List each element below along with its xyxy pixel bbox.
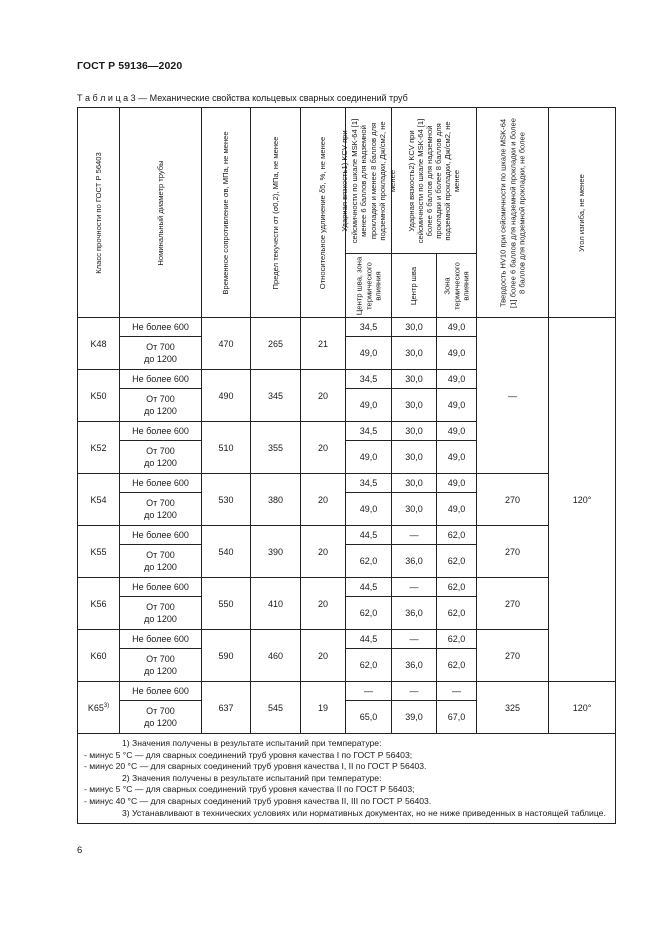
- note-line: - минус 5 °С — для сварных соединений труб уровня качества I по ГОСТ Р 56403;: [84, 749, 413, 760]
- tensile-cell: 510: [202, 422, 251, 474]
- hardness-cell: 325: [477, 682, 549, 734]
- elongation-cell: 20: [301, 578, 346, 630]
- tensile-cell: 490: [202, 370, 251, 422]
- kcv1-cell: 34,5: [346, 370, 392, 389]
- header-tensile: Временное сопротивление σв, МПа, не менее: [202, 108, 251, 318]
- diameter-cell: От 700 до 1200: [120, 493, 202, 526]
- note-line: - минус 40 °С — для сварных соединений труб уровня качества II, III по ГОСТ Р 56403.: [84, 795, 432, 806]
- kcv2-center-cell: 30,0: [392, 422, 437, 441]
- kcv2-center-cell: 36,0: [392, 649, 437, 682]
- kcv1-cell: —: [346, 682, 392, 701]
- class-cell: K48: [78, 318, 120, 370]
- kcv1-cell: 62,0: [346, 649, 392, 682]
- diameter-cell: Не более 600: [120, 578, 202, 597]
- kcv2-haz-cell: 62,0: [437, 578, 477, 597]
- elongation-cell: 20: [301, 370, 346, 422]
- header-impact1-sub: Центр шва, зона термического влияния: [346, 254, 392, 318]
- yield-cell: 460: [251, 630, 301, 682]
- elongation-cell: 21: [301, 318, 346, 370]
- class-cell: K56: [78, 578, 120, 630]
- yield-cell: 265: [251, 318, 301, 370]
- kcv2-haz-cell: 62,0: [437, 545, 477, 578]
- kcv2-haz-cell: 49,0: [437, 493, 477, 526]
- header-impact1-group: Ударная вязкость1) KCV при сейсмичности по шкале MSK-64 [1] менее 6 баллов для надземной прокладки и менее 8 баллов для подземной прокладки, Дж/см2, не менее: [346, 108, 392, 254]
- yield-cell: 390: [251, 526, 301, 578]
- kcv2-haz-cell: 49,0: [437, 474, 477, 493]
- kcv2-center-cell: 39,0: [392, 701, 437, 734]
- kcv1-cell: 49,0: [346, 441, 392, 474]
- page-number: 6: [77, 845, 83, 856]
- kcv2-haz-cell: 62,0: [437, 597, 477, 630]
- header-impact2-center: Центр шва: [392, 254, 437, 318]
- kcv1-cell: 49,0: [346, 337, 392, 370]
- diameter-cell: Не более 600: [120, 630, 202, 649]
- kcv1-cell: 34,5: [346, 474, 392, 493]
- tensile-cell: 540: [202, 526, 251, 578]
- footnote-marker: 3): [103, 702, 110, 709]
- yield-cell: 345: [251, 370, 301, 422]
- diameter-cell: От 700 до 1200: [120, 649, 202, 682]
- diameter-cell: Не более 600: [120, 526, 202, 545]
- kcv2-haz-cell: 49,0: [437, 441, 477, 474]
- kcv2-haz-cell: 49,0: [437, 422, 477, 441]
- hardness-cell: —: [477, 318, 549, 474]
- hardness-cell: 270: [477, 630, 549, 682]
- diameter-cell: Не более 600: [120, 474, 202, 493]
- notes-row: [78, 734, 616, 824]
- kcv1-cell: 49,0: [346, 389, 392, 422]
- yield-cell: 355: [251, 422, 301, 474]
- diameter-cell: От 700 до 1200: [120, 441, 202, 474]
- yield-cell: 410: [251, 578, 301, 630]
- diameter-cell: От 700 до 1200: [120, 545, 202, 578]
- kcv2-center-cell: 30,0: [392, 337, 437, 370]
- diameter-cell: Не более 600: [120, 682, 202, 701]
- tensile-cell: 637: [202, 682, 251, 734]
- kcv1-cell: 65,0: [346, 701, 392, 734]
- header-elongation: Относительное удлинение δ5, %, не менее: [301, 108, 346, 318]
- tensile-cell: 590: [202, 630, 251, 682]
- kcv2-haz-cell: 62,0: [437, 526, 477, 545]
- elongation-cell: 19: [301, 682, 346, 734]
- note-line: 3) Устанавливают в технических условиях или нормативных документах, но не ниже приведенных в настоящей таблице.: [122, 807, 606, 818]
- bend-cell: 120°: [549, 318, 616, 682]
- kcv2-haz-cell: 62,0: [437, 630, 477, 649]
- hardness-cell: 270: [477, 526, 549, 578]
- elongation-cell: 20: [301, 474, 346, 526]
- kcv2-center-cell: 30,0: [392, 493, 437, 526]
- table-row: [78, 630, 616, 649]
- class-cell: K52: [78, 422, 120, 474]
- diameter-cell: От 700 до 1200: [120, 597, 202, 630]
- bend-cell: 120°: [549, 682, 616, 734]
- kcv1-cell: 62,0: [346, 545, 392, 578]
- header-diameter: Номинальный диаметр трубы: [120, 108, 202, 318]
- kcv2-haz-cell: 49,0: [437, 370, 477, 389]
- hardness-cell: 270: [477, 474, 549, 526]
- elongation-cell: 20: [301, 422, 346, 474]
- kcv2-center-cell: 36,0: [392, 597, 437, 630]
- class-cell: K55: [78, 526, 120, 578]
- kcv2-haz-cell: 49,0: [437, 389, 477, 422]
- header-yield: Предел текучести σт (σ0,2), МПа, не менее: [251, 108, 301, 318]
- header-strength-class: Класс прочности по ГОСТ Р 56403: [78, 108, 120, 318]
- kcv1-cell: 44,5: [346, 578, 392, 597]
- document-header: ГОСТ Р 59136—2020: [77, 60, 183, 72]
- tensile-cell: 530: [202, 474, 251, 526]
- kcv2-center-cell: —: [392, 682, 437, 701]
- kcv2-center-cell: 30,0: [392, 318, 437, 337]
- kcv2-haz-cell: 67,0: [437, 701, 477, 734]
- note-line: - минус 5 °С — для сварных соединений труб уровня качества II по ГОСТ Р 56403;: [84, 784, 415, 795]
- kcv1-cell: 44,5: [346, 630, 392, 649]
- table-caption: Т а б л и ц а 3 — Механические свойства кольцевых сварных соединений труб: [77, 93, 408, 103]
- header-impact2-group: Ударная вязкость2) KCV при сейсмичности по шкале MSK-64 [1] более 6 баллов для надземной прокладки и более 8 баллов для подземной прокладки, Дж/см2, не менее: [392, 108, 477, 254]
- kcv2-center-cell: —: [392, 630, 437, 649]
- header-hardness: Твердость HV10 при сейсмичности по шкале MSK-64 [1] более 6 баллов для надземной прокладки и более 8 баллов для подземной прокладки, не более: [477, 108, 549, 318]
- kcv2-haz-cell: —: [437, 682, 477, 701]
- table-row: [78, 578, 616, 597]
- kcv1-cell: 49,0: [346, 493, 392, 526]
- table-row: [78, 474, 616, 493]
- class-cell: K50: [78, 370, 120, 422]
- kcv2-center-cell: 30,0: [392, 441, 437, 474]
- hardness-cell: 270: [477, 578, 549, 630]
- kcv1-cell: 34,5: [346, 422, 392, 441]
- diameter-cell: От 700 до 1200: [120, 701, 202, 734]
- header-impact2-haz: Зона термического влияния: [437, 254, 477, 318]
- class-cell: K54: [78, 474, 120, 526]
- yield-cell: 380: [251, 474, 301, 526]
- kcv1-cell: 44,5: [346, 526, 392, 545]
- table-row: [78, 526, 616, 545]
- table-row: [78, 682, 616, 701]
- elongation-cell: 20: [301, 630, 346, 682]
- kcv2-center-cell: —: [392, 578, 437, 597]
- class-cell: K65$^{3)}$: [78, 682, 120, 734]
- kcv2-haz-cell: 62,0: [437, 649, 477, 682]
- diameter-cell: Не более 600: [120, 422, 202, 441]
- elongation-cell: 20: [301, 526, 346, 578]
- kcv2-center-cell: —: [392, 526, 437, 545]
- diameter-cell: Не более 600: [120, 318, 202, 337]
- kcv2-haz-cell: 49,0: [437, 337, 477, 370]
- kcv2-center-cell: 30,0: [392, 389, 437, 422]
- tensile-cell: 470: [202, 318, 251, 370]
- class-cell: K60: [78, 630, 120, 682]
- kcv1-cell: 62,0: [346, 597, 392, 630]
- table-notes: [78, 734, 616, 824]
- diameter-cell: От 700 до 1200: [120, 337, 202, 370]
- kcv2-haz-cell: 49,0: [437, 318, 477, 337]
- note-line: 1) Значения получены в результате испытаний при температуре:: [122, 738, 382, 748]
- kcv2-center-cell: 30,0: [392, 370, 437, 389]
- header-bend: Угол изгиба, не менее: [549, 108, 616, 318]
- kcv1-cell: 34,5: [346, 318, 392, 337]
- table-row: [78, 318, 616, 337]
- diameter-cell: Не более 600: [120, 370, 202, 389]
- yield-cell: 545: [251, 682, 301, 734]
- tensile-cell: 550: [202, 578, 251, 630]
- kcv2-center-cell: 36,0: [392, 545, 437, 578]
- mechanical-properties-table: [77, 107, 616, 824]
- diameter-cell: От 700 до 1200: [120, 389, 202, 422]
- note-line: 2) Значения получены в результате испытаний при температуре:: [122, 772, 382, 783]
- kcv2-center-cell: 30,0: [392, 474, 437, 493]
- note-line: - минус 20 °С — для сварных соединений труб уровня качества I, II по ГОСТ Р 56403.: [84, 761, 427, 772]
